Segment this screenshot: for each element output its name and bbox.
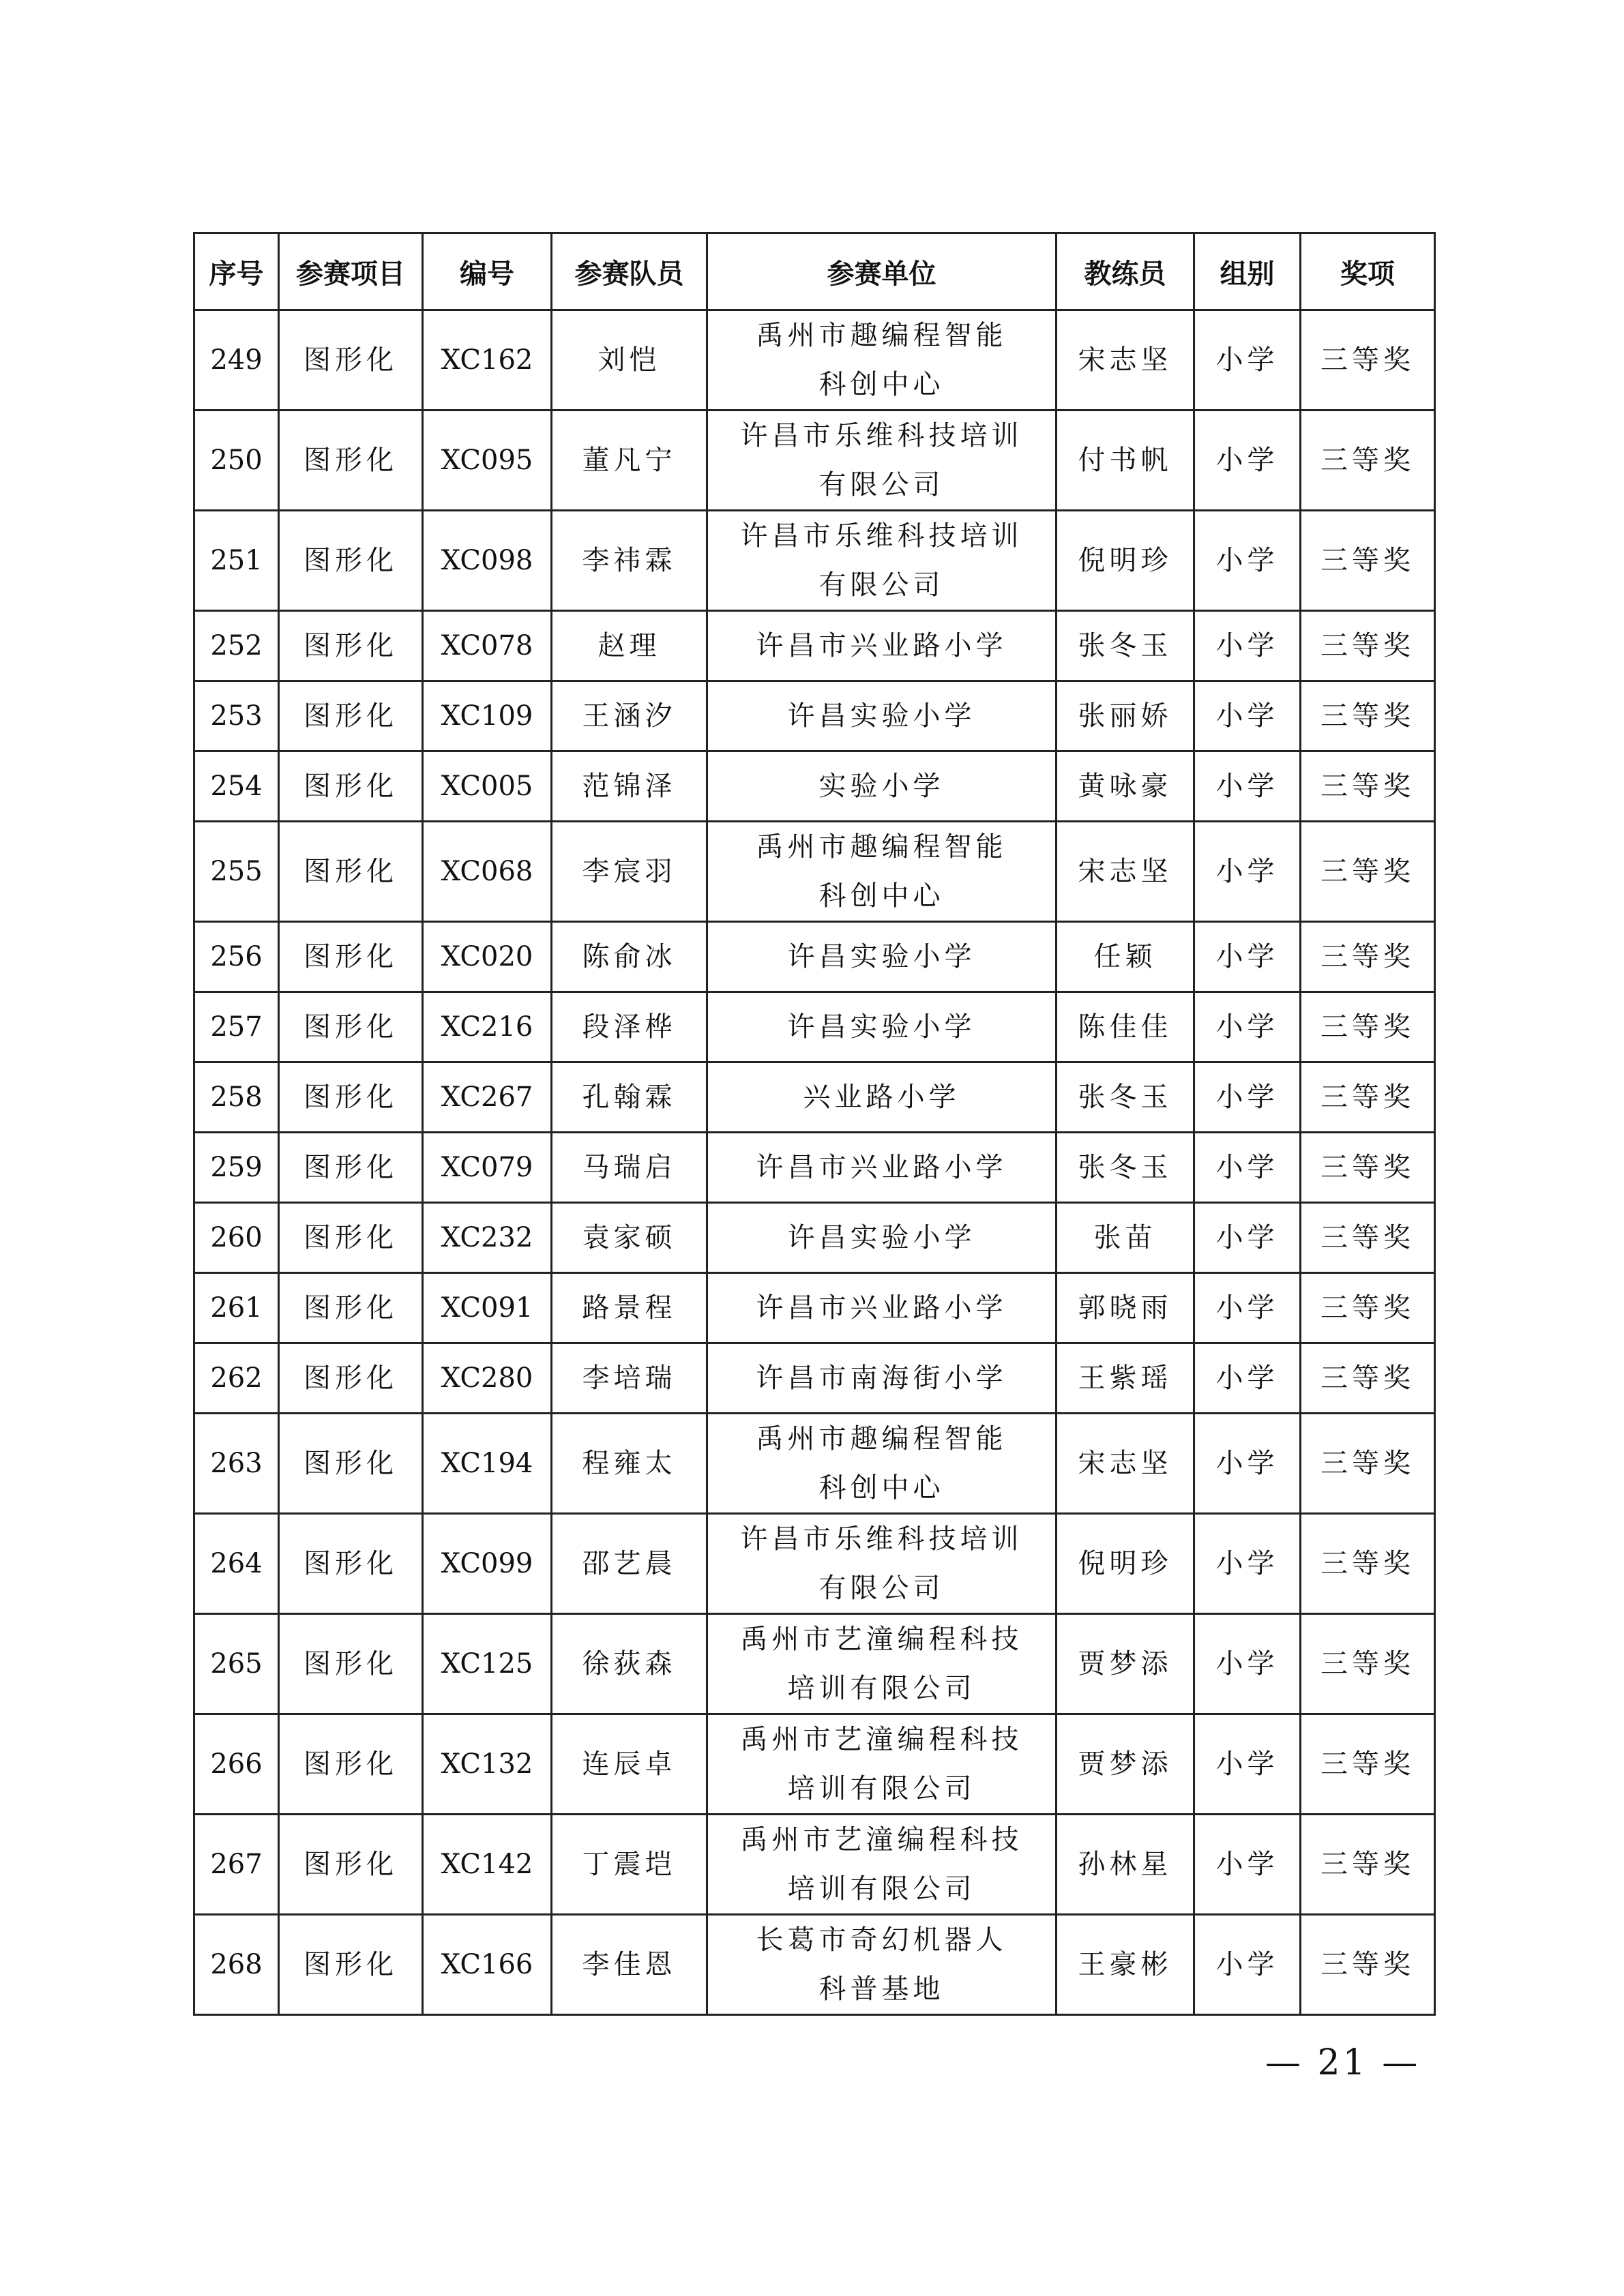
table-row [194,1614,1435,1714]
row-code: XC091 [423,1273,552,1343]
row-no: 255 [194,822,279,922]
row-group: 小学 [1194,1714,1301,1815]
row-coach: 陈佳佳 [1057,992,1194,1062]
row-unit-line: 科普基地 [818,1973,945,2005]
row-unit-line: 许昌市兴业路小学 [756,1292,1007,1324]
row-unit-line: 禹州市艺潼编程科技 [740,1824,1023,1855]
row-unit [707,1203,1057,1273]
row-group: 小学 [1194,922,1301,992]
row-unit-line: 禹州市艺潼编程科技 [740,1724,1023,1755]
row-code: XC005 [423,751,552,822]
row-unit-line: 许昌实验小学 [787,941,976,972]
row-coach: 宋志坚 [1057,822,1194,922]
row-group: 小学 [1194,1273,1301,1343]
row-project: 图形化 [279,1343,423,1414]
row-coach: 王紫瑶 [1057,1343,1194,1414]
header-cell-unit: 参赛单位 [707,233,1057,310]
row-award: 三等奖 [1301,1514,1435,1614]
row-member: 陈俞冰 [552,922,707,992]
row-member: 李培瑞 [552,1343,707,1414]
row-unit-line: 有限公司 [818,569,945,601]
row-coach: 贾梦添 [1057,1714,1194,1815]
table-row [194,822,1435,922]
row-member: 袁家硕 [552,1203,707,1273]
row-code: XC099 [423,1514,552,1614]
row-no: 256 [194,922,279,992]
header-cell-project: 参赛项目 [279,233,423,310]
row-unit-line: 培训有限公司 [787,1773,976,1804]
row-unit [707,611,1057,681]
row-unit-line: 许昌市乐维科技培训 [740,1523,1023,1555]
table-row [194,1514,1435,1614]
row-member: 李佳恩 [552,1915,707,2015]
row-unit [707,822,1057,922]
row-award: 三等奖 [1301,511,1435,611]
row-coach: 倪明珍 [1057,1514,1194,1614]
row-no: 264 [194,1514,279,1614]
row-unit [707,751,1057,822]
row-unit [707,1343,1057,1414]
row-group: 小学 [1194,1815,1301,1915]
row-coach: 张丽娇 [1057,681,1194,751]
row-project: 图形化 [279,992,423,1062]
row-unit-line: 禹州市趣编程智能 [756,320,1007,351]
row-project: 图形化 [279,1273,423,1343]
row-unit [707,681,1057,751]
row-project: 图形化 [279,1414,423,1514]
row-group: 小学 [1194,681,1301,751]
row-code: XC194 [423,1414,552,1514]
row-code: XC109 [423,681,552,751]
row-no: 261 [194,1273,279,1343]
row-unit-line: 禹州市趣编程智能 [756,831,1007,863]
row-project: 图形化 [279,681,423,751]
row-unit [707,1915,1057,2015]
row-unit [707,1414,1057,1514]
row-unit-line: 许昌市兴业路小学 [756,1152,1007,1183]
row-award: 三等奖 [1301,1273,1435,1343]
table-row [194,1714,1435,1815]
row-unit-line: 兴业路小学 [803,1082,960,1113]
row-member: 李祎霖 [552,511,707,611]
row-member: 李宸羽 [552,822,707,922]
row-member: 邵艺晨 [552,1514,707,1614]
row-project: 图形化 [279,1614,423,1714]
row-award: 三等奖 [1301,1714,1435,1815]
row-code: XC280 [423,1343,552,1414]
header-cell-no: 序号 [194,233,279,310]
row-code: XC098 [423,511,552,611]
row-award: 三等奖 [1301,1414,1435,1514]
row-coach: 孙林星 [1057,1815,1194,1915]
row-project: 图形化 [279,751,423,822]
table-row [194,1343,1435,1414]
row-group: 小学 [1194,411,1301,511]
table-row [194,310,1435,411]
row-unit [707,992,1057,1062]
row-coach: 贾梦添 [1057,1614,1194,1714]
header-cell-coach: 教练员 [1057,233,1194,310]
row-group: 小学 [1194,1414,1301,1514]
row-coach: 任颖 [1057,922,1194,992]
row-unit [707,1514,1057,1614]
row-unit-line: 许昌市乐维科技培训 [740,520,1023,552]
row-unit-line: 许昌实验小学 [787,1222,976,1253]
row-project: 图形化 [279,1133,423,1203]
row-coach: 张冬玉 [1057,1133,1194,1203]
row-coach: 王豪彬 [1057,1915,1194,2015]
row-project: 图形化 [279,1062,423,1133]
row-unit [707,922,1057,992]
row-project: 图形化 [279,1815,423,1915]
row-no: 254 [194,751,279,822]
row-unit-line: 科创中心 [818,880,945,912]
row-member: 刘恺 [552,310,707,411]
table-row [194,611,1435,681]
row-unit [707,310,1057,411]
row-project: 图形化 [279,822,423,922]
row-member: 范锦泽 [552,751,707,822]
row-group: 小学 [1194,992,1301,1062]
row-award: 三等奖 [1301,1815,1435,1915]
row-unit-line: 禹州市趣编程智能 [756,1423,1007,1455]
header-cell-code: 编号 [423,233,552,310]
row-member: 程雍太 [552,1414,707,1514]
table-row [194,511,1435,611]
row-no: 251 [194,511,279,611]
row-code: XC142 [423,1815,552,1915]
row-unit [707,1273,1057,1343]
row-project: 图形化 [279,511,423,611]
table-row [194,1273,1435,1343]
row-coach: 郭晓雨 [1057,1273,1194,1343]
table-row [194,751,1435,822]
row-award: 三等奖 [1301,1133,1435,1203]
row-unit-line: 许昌实验小学 [787,1011,976,1043]
row-coach: 张冬玉 [1057,1062,1194,1133]
row-project: 图形化 [279,922,423,992]
row-no: 268 [194,1915,279,2015]
row-member: 徐荻森 [552,1614,707,1714]
row-award: 三等奖 [1301,1343,1435,1414]
row-project: 图形化 [279,611,423,681]
row-member: 赵理 [552,611,707,681]
row-member: 路景程 [552,1273,707,1343]
table-row [194,681,1435,751]
row-unit-line: 实验小学 [818,771,945,802]
row-unit-line: 许昌实验小学 [787,700,976,732]
table-row [194,992,1435,1062]
row-unit-line: 有限公司 [818,469,945,501]
row-coach: 付书帆 [1057,411,1194,511]
row-group: 小学 [1194,1133,1301,1203]
row-award: 三等奖 [1301,1915,1435,2015]
row-project: 图形化 [279,1514,423,1614]
row-coach: 张苗 [1057,1203,1194,1273]
row-member: 马瑞启 [552,1133,707,1203]
row-unit [707,1815,1057,1915]
row-no: 249 [194,310,279,411]
row-unit-line: 许昌市兴业路小学 [756,630,1007,661]
row-award: 三等奖 [1301,922,1435,992]
row-member: 王涵汐 [552,681,707,751]
row-project: 图形化 [279,1203,423,1273]
table-row [194,1815,1435,1915]
row-award: 三等奖 [1301,411,1435,511]
row-no: 259 [194,1133,279,1203]
row-code: XC078 [423,611,552,681]
table-body [194,310,1435,2015]
row-group: 小学 [1194,1514,1301,1614]
table-row [194,1414,1435,1514]
row-project: 图形化 [279,1714,423,1815]
row-award: 三等奖 [1301,1203,1435,1273]
row-unit-line: 许昌市南海街小学 [756,1362,1007,1394]
header-cell-group: 组别 [1194,233,1301,310]
row-group: 小学 [1194,1343,1301,1414]
row-project: 图形化 [279,1915,423,2015]
row-no: 250 [194,411,279,511]
header-row [194,233,1435,310]
table-row [194,1915,1435,2015]
row-code: XC232 [423,1203,552,1273]
row-award: 三等奖 [1301,1062,1435,1133]
row-group: 小学 [1194,822,1301,922]
row-unit [707,1714,1057,1815]
table-row [194,1133,1435,1203]
row-no: 265 [194,1614,279,1714]
row-code: XC079 [423,1133,552,1203]
row-member: 丁震垲 [552,1815,707,1915]
row-coach: 黄咏豪 [1057,751,1194,822]
table-row [194,1062,1435,1133]
row-group: 小学 [1194,751,1301,822]
page-number: — 21 — [1265,2042,1421,2083]
row-coach: 张冬玉 [1057,611,1194,681]
row-unit-line: 科创中心 [818,1472,945,1504]
row-code: XC166 [423,1915,552,2015]
row-code: XC267 [423,1062,552,1133]
row-code: XC132 [423,1714,552,1815]
row-coach: 宋志坚 [1057,1414,1194,1514]
row-no: 267 [194,1815,279,1915]
row-group: 小学 [1194,1062,1301,1133]
row-group: 小学 [1194,1915,1301,2015]
row-unit-line: 培训有限公司 [787,1673,976,1704]
row-award: 三等奖 [1301,681,1435,751]
row-unit-line: 长葛市奇幻机器人 [756,1924,1007,1956]
header-cell-award: 奖项 [1301,233,1435,310]
row-no: 260 [194,1203,279,1273]
row-member: 孔翰霖 [552,1062,707,1133]
row-project: 图形化 [279,411,423,511]
row-project: 图形化 [279,310,423,411]
row-unit-line: 科创中心 [818,369,945,400]
row-award: 三等奖 [1301,1614,1435,1714]
award-table [193,232,1436,2016]
row-unit [707,511,1057,611]
row-unit [707,1062,1057,1133]
table-row [194,922,1435,992]
row-unit-line: 许昌市乐维科技培训 [740,420,1023,451]
row-group: 小学 [1194,1614,1301,1714]
row-code: XC216 [423,992,552,1062]
row-group: 小学 [1194,511,1301,611]
row-award: 三等奖 [1301,751,1435,822]
row-group: 小学 [1194,310,1301,411]
row-coach: 倪明珍 [1057,511,1194,611]
row-unit [707,411,1057,511]
row-unit [707,1133,1057,1203]
row-code: XC162 [423,310,552,411]
row-group: 小学 [1194,611,1301,681]
row-no: 258 [194,1062,279,1133]
row-award: 三等奖 [1301,822,1435,922]
row-member: 段泽桦 [552,992,707,1062]
row-member: 董凡宁 [552,411,707,511]
row-member: 连辰卓 [552,1714,707,1815]
row-award: 三等奖 [1301,310,1435,411]
row-coach: 宋志坚 [1057,310,1194,411]
row-no: 263 [194,1414,279,1514]
row-code: XC095 [423,411,552,511]
row-unit [707,1614,1057,1714]
row-unit-line: 培训有限公司 [787,1873,976,1905]
table-row [194,1203,1435,1273]
row-award: 三等奖 [1301,992,1435,1062]
row-code: XC068 [423,822,552,922]
table-row [194,411,1435,511]
row-unit-line: 有限公司 [818,1572,945,1604]
header-cell-member: 参赛队员 [552,233,707,310]
row-award: 三等奖 [1301,611,1435,681]
row-no: 252 [194,611,279,681]
row-no: 262 [194,1343,279,1414]
row-no: 266 [194,1714,279,1815]
row-no: 257 [194,992,279,1062]
row-code: XC020 [423,922,552,992]
row-unit-line: 禹州市艺潼编程科技 [740,1624,1023,1655]
row-no: 253 [194,681,279,751]
row-group: 小学 [1194,1203,1301,1273]
row-code: XC125 [423,1614,552,1714]
